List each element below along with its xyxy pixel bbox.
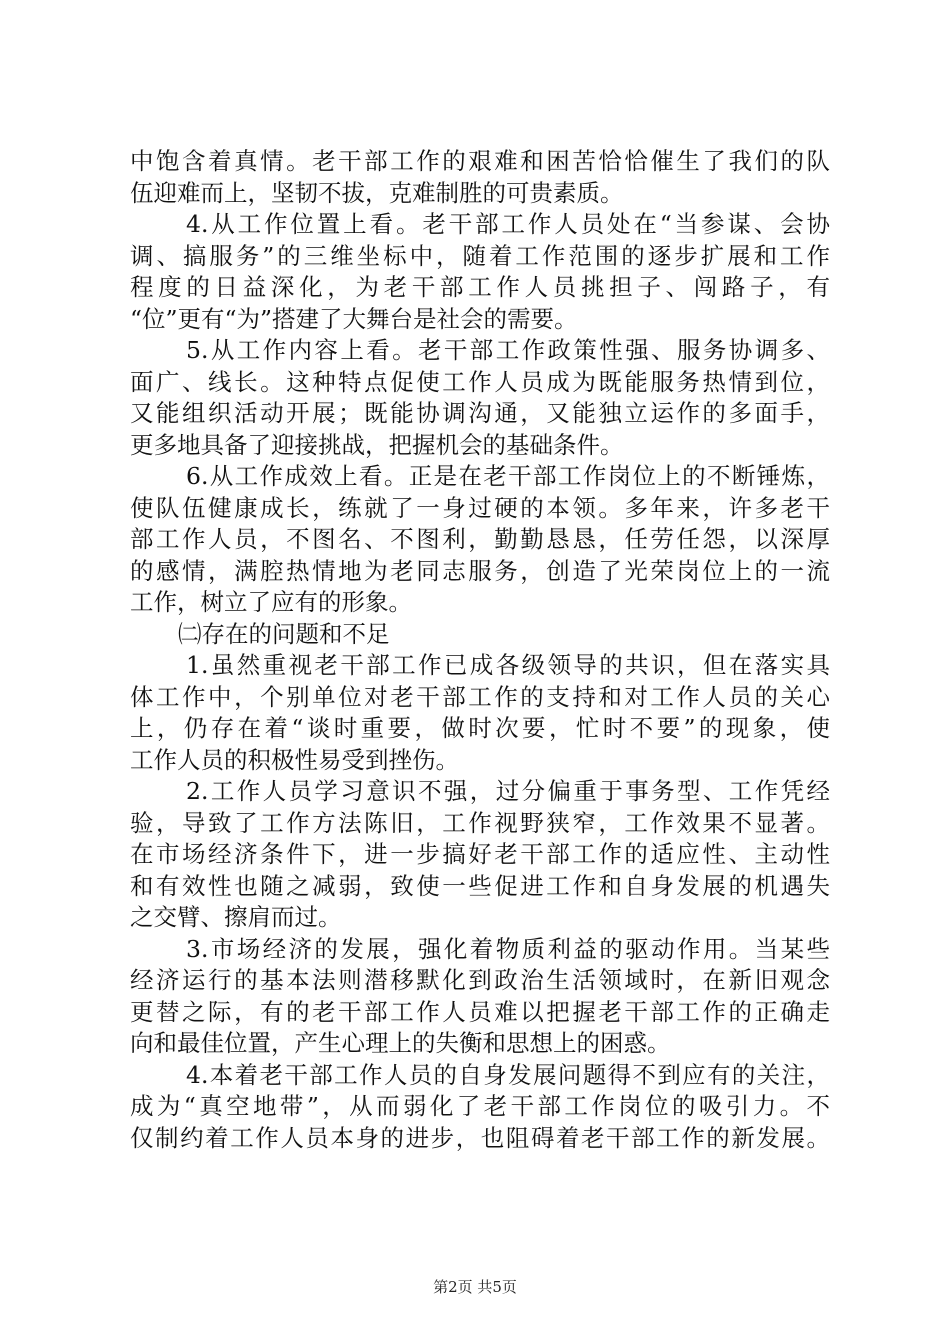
text-line: 2.工作人员学习意识不强，过分偏重于事务型、工作凭经 xyxy=(186,777,830,805)
text-line: 经济运行的基本法则潜移默化到政治生活领域时，在新旧观念 xyxy=(130,966,830,994)
text-line: 伍迎难而上，坚韧不拔，克难制胜的可贵素质。 xyxy=(130,178,624,207)
text-line: 调、搞服务”的三维坐标中，随着工作范围的逐步扩展和工作 xyxy=(130,241,830,270)
text-line: 中饱含着真情。老干部工作的艰难和困苦恰恰催生了我们的队 xyxy=(130,147,830,175)
text-line: 验，导致了工作方法陈旧，工作视野狭窄，工作效果不显著。 xyxy=(130,808,830,837)
page-footer: 第2页 共5页 xyxy=(433,1278,517,1296)
text-line: 4.本着老干部工作人员的自身发展问题得不到应有的关注， xyxy=(186,1060,830,1089)
text-line: 5.从工作内容上看。老干部工作政策性强、服务协调多、 xyxy=(186,336,830,364)
text-line: 仅制约着工作人员本身的进步，也阻碍着老干部工作的新发展。 xyxy=(130,1123,830,1152)
text-line: 面广、线长。这种特点促使工作人员成为既能服务热情到位， xyxy=(130,367,830,396)
text-line: 的感情，满腔热情地为老同志服务，创造了光荣岗位上的一流 xyxy=(130,556,830,585)
text-line: ㈡存在的问题和不足 xyxy=(178,619,390,648)
text-line: 体工作中，个别单位对老干部工作的支持和对工作人员的关心 xyxy=(130,682,830,711)
document-body xyxy=(130,146,830,1154)
text-line: 部工作人员，不图名、不图利，勤勤恳恳，任劳任怨，以深厚 xyxy=(130,525,830,553)
text-line: 程度的日益深化，为老干部工作人员挑担子、闯路子，有 xyxy=(130,273,830,301)
text-line: 更多地具备了迎接挑战，把握机会的基础条件。 xyxy=(130,430,624,459)
text-line: 工作，树立了应有的形象。 xyxy=(130,588,412,616)
text-line: 成为“真空地带”，从而弱化了老干部工作岗位的吸引力。不 xyxy=(130,1092,830,1120)
text-line: 1.虽然重视老干部工作已成各级领导的共识，但在落实具 xyxy=(186,651,830,679)
text-line: 又能组织活动开展；既能协调沟通，又能独立运作的多面手， xyxy=(130,399,830,427)
text-line: 向和最佳位置，产生心理上的失衡和思想上的困惑。 xyxy=(130,1029,671,1057)
text-line: 和有效性也随之减弱，致使一些促进工作和自身发展的机遇失 xyxy=(130,871,830,900)
text-line: 4.从工作位置上看。老干部工作人员处在“当参谋、会协 xyxy=(186,210,830,238)
text-line: 6.从工作成效上看。正是在老干部工作岗位上的不断锤炼， xyxy=(186,462,830,490)
text-line: 之交臂、擦肩而过。 xyxy=(130,903,342,931)
text-line: 使队伍健康成长，练就了一身过硬的本领。多年来，许多老干 xyxy=(130,493,830,522)
text-line: 更替之际，有的老干部工作人员难以把握老干部工作的正确走 xyxy=(130,997,830,1026)
text-line: 上，仍存在着“谈时重要，做时次要，忙时不要”的现象，使 xyxy=(130,714,830,742)
text-line: 工作人员的积极性易受到挫伤。 xyxy=(130,745,459,774)
text-line: 在市场经济条件下，进一步搞好老干部工作的适应性、主动性 xyxy=(130,840,830,868)
text-line: 3.市场经济的发展，强化着物质利益的驱动作用。当某些 xyxy=(186,934,830,963)
text-line: “位”更有“为”搭建了大舞台是社会的需要。 xyxy=(130,304,578,333)
